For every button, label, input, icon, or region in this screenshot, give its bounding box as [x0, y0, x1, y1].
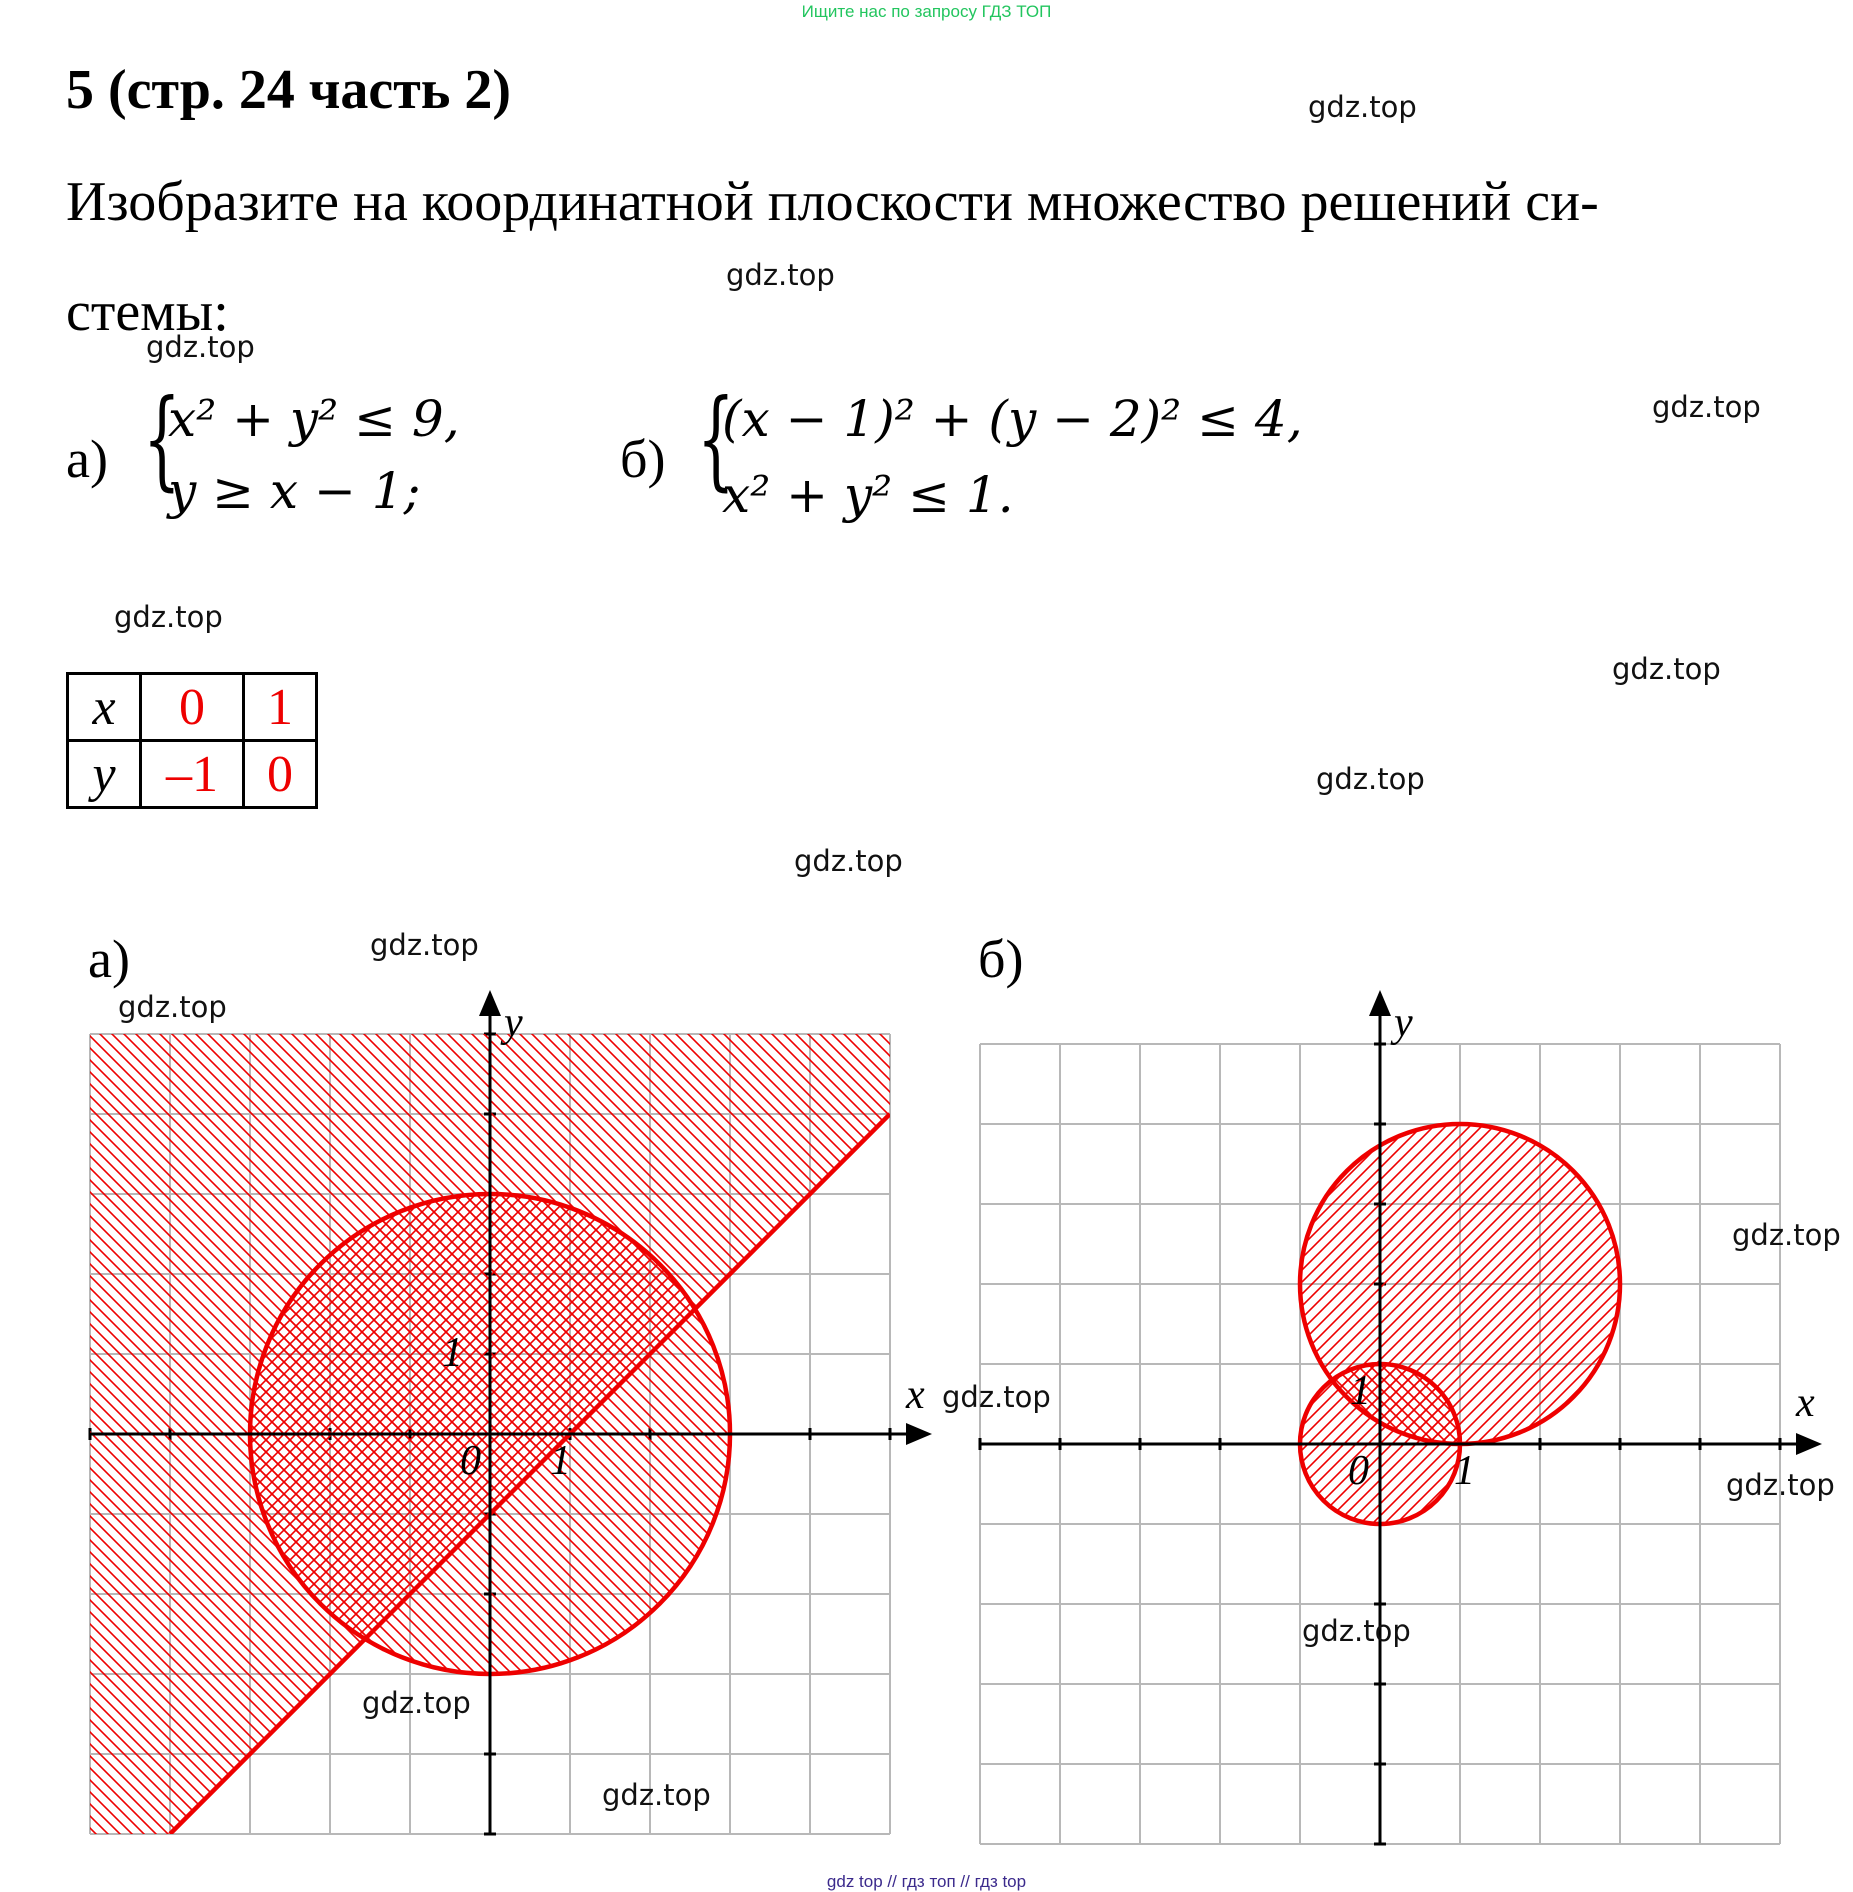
y-axis-arrow: [1369, 990, 1391, 1016]
top-banner[interactable]: Ищите нас по запросу ГДЗ ТОП: [801, 2, 1052, 21]
watermark: gdz.top: [794, 844, 903, 878]
x-axis-label: x: [906, 1372, 925, 1418]
system-b-brace: {: [697, 377, 735, 502]
watermark: gdz.top: [362, 1686, 471, 1720]
watermark: gdz.top: [1732, 1218, 1841, 1252]
origin-label: 0: [1348, 1448, 1369, 1494]
y-axis-label: y: [504, 1000, 523, 1046]
watermark: gdz.top: [1612, 652, 1721, 686]
watermark: gdz.top: [1308, 90, 1417, 124]
x-axis-arrow: [906, 1423, 932, 1445]
system-a-eq1: x² + y² ≤ 9,: [168, 390, 460, 448]
table-header-y: y: [68, 741, 141, 808]
table-cell: 0: [141, 674, 244, 741]
unit-x-label: 1: [1454, 1448, 1475, 1494]
system-b-eq1: (x − 1)² + (y − 2)² ≤ 4,: [722, 390, 1303, 448]
watermark: gdz.top: [114, 600, 223, 634]
table-row-y: [68, 741, 317, 808]
graph-b-label: б): [978, 929, 1024, 989]
x-axis-label: x: [1796, 1380, 1815, 1426]
system-b-label: б): [620, 429, 666, 489]
table-cell: –1: [141, 741, 244, 808]
origin-label: 0: [460, 1438, 481, 1484]
graph-a: [80, 990, 940, 1850]
watermark: gdz.top: [1726, 1468, 1835, 1502]
system-a-brace: {: [143, 377, 181, 502]
unit-y-label: 1: [1350, 1368, 1371, 1414]
watermark: gdz.top: [1302, 1614, 1411, 1648]
x-axis-arrow: [1796, 1433, 1822, 1455]
watermark: gdz.top: [602, 1778, 711, 1812]
task-text-line1: Изобразите на координатной плоскости множество решений си-: [66, 171, 1599, 233]
graph-b: [970, 990, 1830, 1860]
watermark: gdz.top: [726, 258, 835, 292]
unit-y-label: 1: [442, 1330, 463, 1376]
table-header-x: x: [68, 674, 141, 741]
y-axis-arrow: [479, 990, 501, 1016]
watermark: gdz.top: [370, 928, 479, 962]
table-row-x: [68, 674, 317, 741]
value-table: [66, 672, 318, 809]
table-cell: 0: [244, 741, 317, 808]
graph-a-label: а): [88, 929, 130, 989]
table-cell: 1: [244, 674, 317, 741]
watermark: gdz.top: [146, 330, 255, 364]
watermark: gdz.top: [1652, 390, 1761, 424]
unit-x-label: 1: [550, 1438, 571, 1484]
system-b-eq2: x² + y² ≤ 1.: [722, 466, 1014, 524]
system-a-label: а): [66, 429, 108, 489]
task-text-line2: стемы:: [66, 281, 229, 343]
y-axis-label: y: [1394, 1000, 1413, 1046]
watermark: gdz.top: [942, 1380, 1051, 1414]
watermark: gdz.top: [118, 990, 227, 1024]
watermark: gdz.top: [1316, 762, 1425, 796]
system-a-eq2: y ≥ x − 1;: [168, 462, 421, 520]
task-title: 5 (стр. 24 часть 2): [66, 59, 512, 121]
footer-links[interactable]: gdz top // гдз топ // гдз top: [826, 1872, 1027, 1891]
